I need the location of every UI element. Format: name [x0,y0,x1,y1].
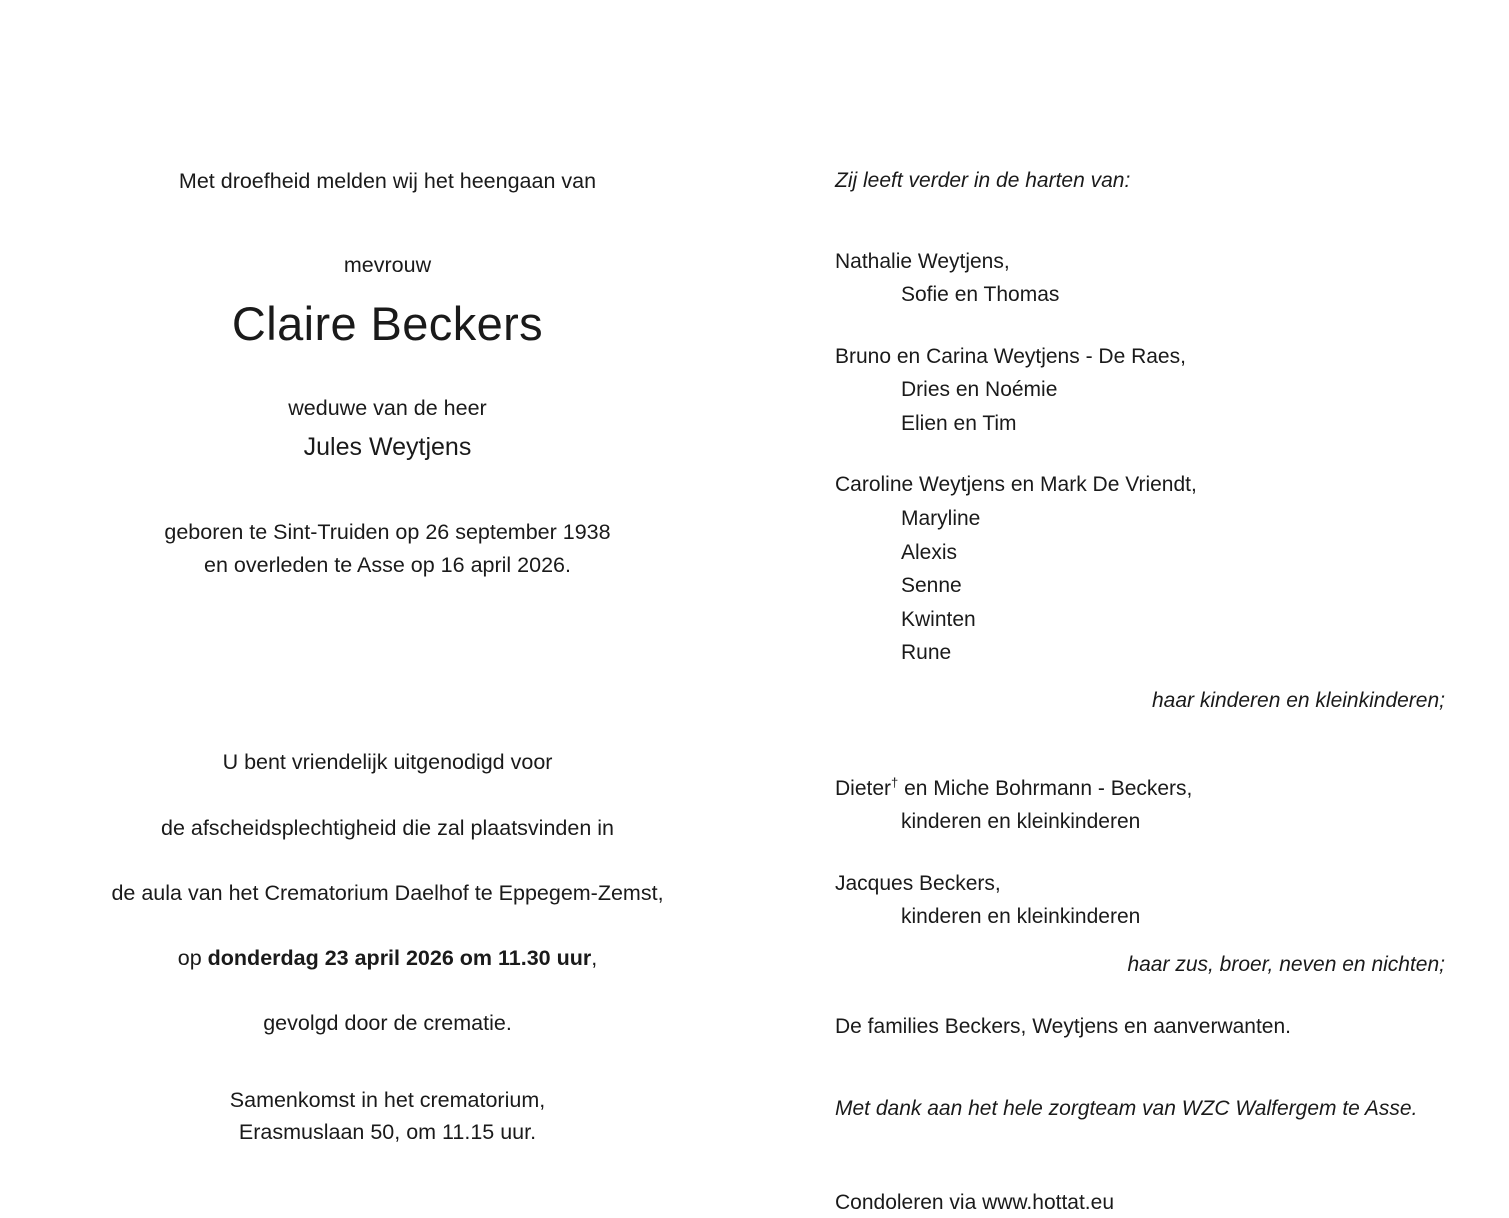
right-column [755,165,1509,1214]
thanks-note: Met dank aan het hele zorgteam van WZC Walfergem te Asse. [835,1097,1418,1121]
family-child: kinderen en kleinkinderen [901,905,1141,929]
invitation-block [60,746,715,1039]
deceased-dagger-icon: † [891,774,899,790]
ceremony-suffix: , [591,946,598,971]
family-group [835,867,1449,982]
gathering-line-1: Samenkomst in het crematorium, [229,1087,546,1112]
condolence-line: Condoleren via www.hottat.eu [835,1190,1114,1214]
spouse-name: Jules Weytjens [303,433,472,462]
gathering-line-2: Erasmuslaan 50, om 11.15 uur. [238,1119,537,1144]
family-child: Dries en Noémie [901,378,1058,402]
family-child: Elien en Tim [901,411,1017,435]
birth-death-block [60,516,715,583]
family-child: Alexis [901,540,958,564]
family-child: Maryline [901,507,981,531]
birth-line: geboren te Sint-Truiden op 26 september 1938 [164,519,611,544]
family-group [835,245,1449,312]
family-child: Sofie en Thomas [901,283,1060,307]
family-head [835,772,1449,806]
families-line: De families Beckers, Weytjens en aanverwanten. [835,1014,1291,1038]
family-head-rest: en Miche Bohrmann - Beckers, [898,776,1193,800]
invitation-line-1: U bent vriendelijk uitgenodigd voor [222,750,553,775]
widow-label: weduwe van de heer [288,395,487,420]
ceremony-datetime: donderdag 23 april 2026 om 11.30 uur [207,946,592,971]
family-child: kinderen en kleinkinderen [901,810,1141,834]
family-group [835,468,1449,717]
role-siblings: haar zus, broer, neven en nichten; [1127,953,1445,976]
death-line: en overleden te Asse op 16 april 2026. [204,553,571,578]
gathering-block [60,1084,715,1149]
family-child: Kwinten [901,607,976,631]
family-group [835,340,1449,441]
spacer [835,746,1449,772]
family-head: Bruno en Carina Weytjens - De Raes, [835,344,1186,368]
invitation-line-2: de afscheidsplechtigheid die zal plaatsvinden in [160,815,614,840]
honorific: mevrouw [343,253,432,278]
family-head: Caroline Weytjens en Mark De Vriendt, [835,473,1197,497]
family-head: Jacques Beckers, [835,871,1001,895]
deceased-name: Claire Beckers [231,296,544,350]
ceremony-prefix: op [177,946,208,971]
invitation-line-5: gevolgd door de crematie. [263,1011,512,1036]
family-head: Nathalie Weytjens, [835,249,1010,273]
family-head-name: Dieter [835,776,892,800]
role-children: haar kinderen en kleinkinderen; [1151,689,1445,713]
announcement-intro: Met droefheid melden wij het heengaan van [178,169,597,193]
left-column [0,165,755,1214]
survivors-heading: Zij leeft verder in de harten van: [835,169,1131,192]
ceremony-datetime-line [60,942,715,974]
family-child: Rune [901,641,952,665]
family-child: Senne [901,574,962,598]
family-group [835,772,1449,839]
invitation-line-3: de aula van het Crematorium Daelhof te Eppegem-Zemst, [111,880,664,905]
